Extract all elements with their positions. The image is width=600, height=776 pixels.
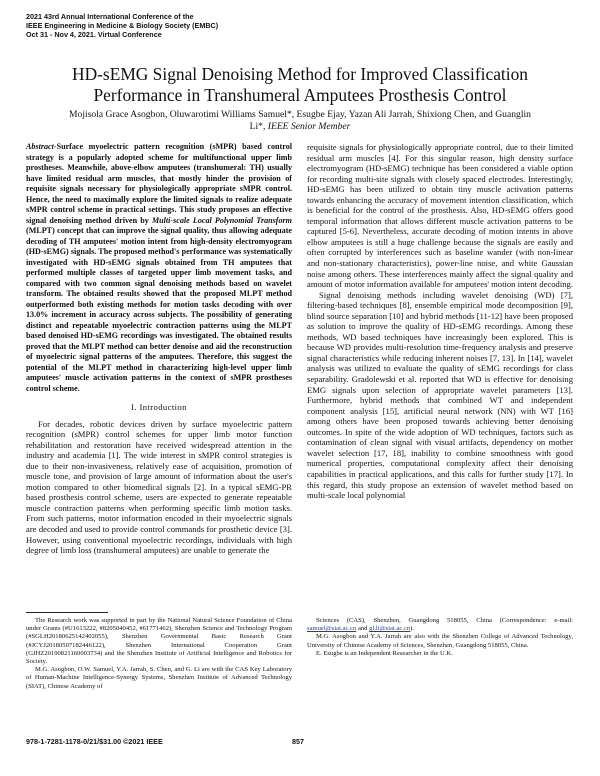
and-text: and: [357, 625, 368, 633]
conference-header: [26, 13, 326, 39]
intro-paragraph-2: Signal denoising methods including wavelet denoising (WD) [7], filtering-based techniques [8], ensemble empirical mode decomposition [9], blind source separation [10] and hybrid methods [11-12] have been proposed as solution to improve the quality of HD-sEMG recordings. Among these methods, WD based techniques have increasingly been explored. This is because WD provides multi-resolution time-frequency analysis and preserve signal characteristics while reducing inherent noises [7, 13]. In [14], wavelet analysis was utilized to evaluate the quality of sEMG recordings for class separability. Gradolewski et al. reported that WD is effective for denoising EMG signals upon selection of appropriate wavelet parameters [13]. Furthermore, hybrid methods that combined WT and independent component analysis [15], artificial neural network (NN) with WT [16] among others have been proposed towards achieving better denoising outcomes. In spite of the wide adoption of WD techniques, factors such as contamination of clean signal with visual artifacts, dependency on mother wavelet selection [17, 18], inability to combine smoothness with good numerical properties, computational complexity affect their denoising capabilities in practical applications, and this calls for further study [17]. In this regard, this study propose an extension of wavelet method based on multi-scale local polynomial: [307, 289, 573, 501]
paper-title: HD-sEMG Signal Denoising Method for Improved Classification Performance in Transhumeral Amputees Prosthesis Control: [72, 64, 528, 105]
abstract-text-1: Surface myoelectric pattern recognition (sMPR) based control strategy is a popularly adopted scheme for multifunctional upper limb prostheses. Meanwhile, above-elbow amputees (transhumeral: TH) usually have limited residual arm muscles, that mostly hinder the provision of requisite signals necessary for physiologically appropriate sMPR control. Hence, the need to maximally explore the limited signals to realize adequate sMPR control scheme in practical settings. This study proposes an effective signal denoising method driven by: [26, 142, 292, 225]
email-link-samuel[interactable]: samuel@siat.ac.cn: [307, 625, 357, 633]
funding-footnote: The Research work was supported in part by the National Natural Science Foundation of China under Grants (#U1613222, #8205040452, #61771462), Shenzhen Science and Technology Program (#SGLH20180625142402055), Shenzhen Governmental Basic Research Grant (#JCYJ20180507182446122), Shenzhen International Cooperation Grant (GJHZ20190821160003734) and the Shenzhen Institute of Artificial Intelligence and Robotics for Society.: [26, 617, 292, 666]
right-column: [307, 142, 573, 501]
abstract-method-name: Multi-scale Local Polynomial Transform: [151, 215, 292, 225]
intro-paragraph-1: For decades, robotic devices driven by surface myoelectric pattern recognition (sMPR) control schemes for upper limb motor function rehabilitation and restoration have received widespread attention in the industry and academia [1]. The wide interest in sMPR control strategies is due to their non-invasiveness, relatively ease of acquisition, promotion of muscle tone, and provision of large amount of information about the user's motion compared to other biomedical signals [2]. In a typical sEMG-PR based prosthesis control scheme, users are expected to generate repeatable muscle contraction patterns when performing specific limb motion tasks. From such patterns, motor information encoded in their myoelectric signals are decoded and used to provide control commands for prosthetic device [3]. However, using conventional myoelectric recordings, individuals with high degree of limb loss (transhumeral amputees) are unable to generate the: [26, 418, 292, 556]
footnotes-right: [307, 617, 573, 658]
copyright-line: 978-1-7281-1178-0/21/$31.00 ©2021 IEEE: [26, 737, 163, 746]
abstract-text-2: (MLPT) concept that can improve the signal quality, thus allowing adequate decoding of TH amputees' motion intent from high-density electromyogram (HD-sEMG) signals. The proposed method's performance was systematically investigated with HD-sEMG signals obtained from TH amputees that performed multiple classes of targeted upper limb movement tasks, and compared with two common signal denoising methods based on wavelet transform. The obtained results showed that the proposed MLPT method outperformed both existing methods for motion tasks decoding with over 13.0% increment in accuracy across subjects. The possibility of generating distinct and repeatable myoelectric contraction patterns using the MLPT based denoised HD-sEMG recordings was investigated. The obtained results proved that the MLPT method can better denoise and aid the reconstruction of myoelectric signal patterns of the amputees. Therefore, this suggest the potential of the MLPT method in characterizing high-level upper limb amputees' muscle activation patterns in the context of sMPR prostheses control scheme.: [26, 226, 292, 393]
author-names: Mojisola Grace Asogbon, Oluwarotimi Williams Samuel*, Esugbe Ejay, Yazan Ali Jarrah, Shixiong Chen, and Guanglin Li*,: [69, 109, 531, 132]
affiliation-text: Sciences (CAS), Shenzhen, Guangdong 518055, China (Correspondence: e-mail:: [316, 617, 573, 624]
member-note: IEEE Senior Member: [267, 121, 351, 132]
left-column: [26, 142, 292, 556]
affiliation-footnote-continued: [307, 617, 573, 633]
section-heading-introduction: I. Introduction: [131, 402, 187, 412]
page-number: 857: [292, 737, 304, 746]
close-paren: ).: [410, 625, 415, 633]
abstract: [26, 142, 292, 394]
abstract-label: Abstract-: [26, 142, 57, 151]
college-footnote: M.G. Asogbon and Y.A. Jarrah are also with the Shenzhen College of Advanced Technology, University of Chinese Academy of Sciences, Shenzhen, Guangdong 518055, China.: [307, 633, 573, 649]
researcher-footnote: E. Esugbe is an Independent Researcher in the U.K.: [316, 649, 453, 657]
affiliation-footnote: M.G. Asogbon, O.W. Samuel, Y.A. Jarrah, S. Chen, and G. Li are with the CAS Key Laboratory of Human-Machine Intelligence-Synergy Systems, Shenzhen Institute of Advanced Technology (SIAT), Chinese Academy of: [26, 666, 292, 690]
conference-line-1: 2021 43rd Annual International Conference of the: [26, 12, 194, 21]
author-list: [60, 109, 540, 133]
email-link-li[interactable]: gl.li@siat.ac.cn: [369, 625, 411, 633]
conference-line-3: Oct 31 - Nov 4, 2021. Virtual Conference: [26, 29, 162, 39]
intro-paragraph-1-continued: requisite signals for physiologically appropriate control, due to their limited residual arm muscles [4]. For this singular reason, high density surface electromyogram (HD-sEMG) technique has been considered a viable option for recording multi-site signals with closely spaced electrodes. Interestingly, HD-sEMG has been utilized to obtain tiny muscle activation patterns towards enhancing the accuracy of movement intention classification, which is beneficial for the control of the prosthesis. Also, HD-sEMG offers good temporal information that allows different muscle activation patterns to be captured [5-6]. Nevertheless, accurate decoding of motion intents in above elbow amputees is still a huge challenge because the signals are easily and often corrupted by interferences such as baseline wander (with non-linear and non-stationary characteristics), power-line noise, and white Gaussian noise among others. These interferences mainly affect the signal quality and amount of motor information available for amputees' motion intent decoding.: [307, 142, 573, 290]
footnote-divider: [26, 612, 108, 613]
conference-line-2: IEEE Engineering in Medicine & Biology Society (EMBC): [26, 20, 219, 30]
footnotes-left: [26, 617, 292, 691]
